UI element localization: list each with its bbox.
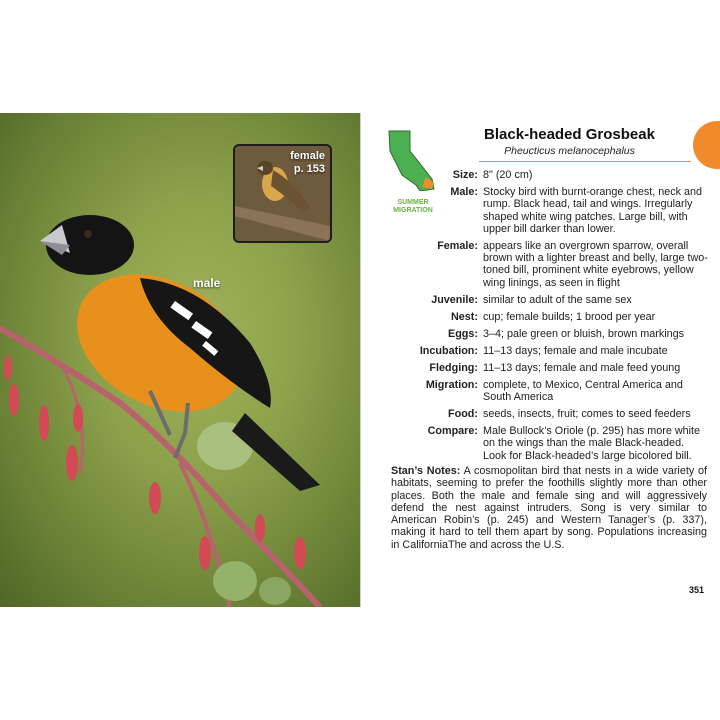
female-inset-label: female p. 153 <box>290 150 325 175</box>
color-tab-orange <box>693 121 720 169</box>
fact-row-compare: Compare: Male Bullock’s Oriole (p. 295) has more white on the wings than the male Black-headed. Look for Black-headed’s large bicolored bill. <box>427 424 701 462</box>
female-inset-photo[interactable] <box>233 144 332 243</box>
photo-page <box>0 113 360 607</box>
species-scientific-name: Pheucticus melanocephalus <box>504 145 635 157</box>
page-number: 351 <box>688 585 704 595</box>
fact-row-juvenile: Juvenile: similar to adult of the same sex <box>431 293 632 306</box>
fact-row-fledging: Fledging: 11–13 days; female and male feed young <box>429 361 681 374</box>
fact-row-migration: Migration: complete, to Mexico, Central America and South America <box>425 378 683 403</box>
title-divider <box>479 161 691 162</box>
fact-row-size: Size: 8" (20 cm) <box>452 169 533 181</box>
fact-row-food: Food: seeds, insects, fruit; comes to seed feeders <box>448 407 691 420</box>
book-spread <box>0 113 720 607</box>
fact-row-eggs: Eggs: 3–4; pale green or bluish, brown markings <box>448 327 685 340</box>
stans-notes <box>391 465 707 551</box>
fact-row-male: Male: Stocky bird with burnt-orange chest, neck and rump. Black head, tail and wings. Irregularly shaped white wing patches. Large bill, with upper bill darker than lower. <box>450 185 703 235</box>
fact-row-female: Female: appears like an overgrown sparrow, overall brown with a lighter breast and belly, large two-toned bill, prominent white eyebrows, yellow wing linings, as seen in flight <box>437 239 708 289</box>
fact-row-nest: Nest: cup; female builds; 1 brood per year <box>451 310 656 323</box>
text-page <box>360 113 720 607</box>
fact-list <box>381 169 709 467</box>
notes-text: A cosmopolitan bird that nests in a wide variety of habitats, seeming to prefer the foothills slightly more than other places. Both the male and female sing and will aggressively defend the nest against intruders. Song is very similar to American Robin’s (p. 245) and Western Tanager’s (p. 337), making it hard to tell them apart by song. Populations increasing in CaliforniaThe and across the U.S. <box>391 465 707 551</box>
species-common-name: Black-headed Grosbeak <box>484 126 655 143</box>
season-label: SUMMER MIGRATION <box>393 199 433 214</box>
male-label: male <box>193 276 221 290</box>
notes-label: Stan’s Notes: <box>391 465 461 477</box>
fact-row-incubation: Incubation: 11–13 days; female and male incubate <box>419 344 668 357</box>
